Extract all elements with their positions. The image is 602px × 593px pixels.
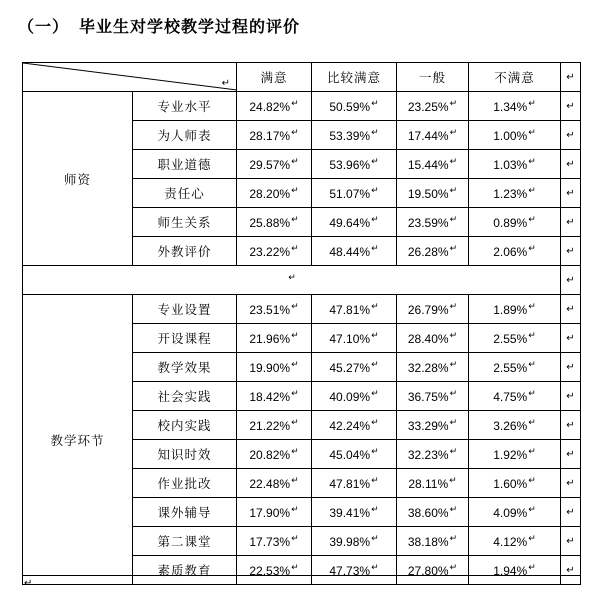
paragraph-mark: ↵: [528, 185, 536, 195]
paragraph-mark: ↵: [449, 301, 458, 311]
cell-value-text: 26.79%: [407, 303, 449, 317]
row-item-label: 专业水平: [133, 92, 237, 121]
cell-value: [312, 237, 397, 266]
paragraph-mark: ↵: [371, 98, 379, 108]
row-group-label: 教学环节: [23, 295, 133, 585]
cell-value-text: 4.75%: [493, 390, 528, 404]
row-item-label: 为人师表: [133, 121, 237, 150]
paragraph-mark: ↵: [449, 504, 458, 514]
paragraph-mark: ↵: [291, 562, 299, 572]
spacer-cell: [23, 266, 561, 295]
row-item-label: 社会实践: [133, 382, 237, 411]
paragraph-mark: ↵: [291, 475, 299, 485]
cell-value-text: 1.34%: [493, 100, 528, 114]
cell-value: [469, 440, 561, 469]
cell-value: [312, 382, 397, 411]
paragraph-mark: ↵: [371, 214, 379, 224]
cell-value-text: 23.51%: [249, 303, 291, 317]
cell-value-text: 1.23%: [493, 187, 528, 201]
cell-value-text: 42.24%: [329, 419, 371, 433]
cell-value: [237, 208, 312, 237]
paragraph-mark: ↵: [528, 243, 536, 253]
paragraph-mark: ↵: [371, 301, 379, 311]
cell-value-text: 38.60%: [407, 506, 449, 520]
cell-value: [312, 411, 397, 440]
cell-value: [237, 295, 312, 324]
paragraph-mark: ↵: [371, 359, 379, 369]
cell-value: [237, 92, 312, 121]
cell-value-text: 20.82%: [249, 448, 291, 462]
paragraph-mark: ↵: [371, 562, 379, 572]
row-mark: ↵: [561, 266, 581, 295]
paragraph-mark: ↵: [291, 156, 299, 166]
row-mark: ↵: [561, 150, 581, 179]
cell-value-text: 28.17%: [249, 129, 291, 143]
row-mark: ↵: [561, 411, 581, 440]
paragraph-mark: ↵: [291, 185, 299, 195]
cell-value: [312, 556, 397, 585]
row-item-label: 第二课堂: [133, 527, 237, 556]
cell-value-text: 47.81%: [329, 477, 371, 491]
cell-value-text: 39.41%: [329, 506, 371, 520]
cell-value: [237, 121, 312, 150]
row-mark: ↵: [561, 382, 581, 411]
cell-value-text: 4.12%: [493, 535, 528, 549]
paragraph-mark: ↵: [291, 533, 299, 543]
cell-value: [469, 92, 561, 121]
cell-value: [312, 324, 397, 353]
cell-value: [237, 353, 312, 382]
page-title: [18, 14, 300, 37]
cell-value: [397, 121, 469, 150]
paragraph-mark: ↵: [449, 98, 458, 108]
row-mark: ↵: [561, 498, 581, 527]
paragraph-mark: ↵: [371, 388, 379, 398]
cell-value-text: 28.11%: [408, 477, 449, 491]
table-header-row: [23, 63, 581, 92]
paragraph-mark: ↵: [291, 388, 299, 398]
cell-value: [237, 527, 312, 556]
cell-value-text: 2.55%: [493, 361, 528, 375]
paragraph-mark: ↵: [528, 98, 536, 108]
cell-value-text: 51.07%: [329, 187, 371, 201]
cell-value: [469, 237, 561, 266]
table-corner-cell: [23, 63, 237, 92]
cell-value-text: 39.98%: [329, 535, 371, 549]
cell-value-text: 50.59%: [329, 100, 371, 114]
cell-value-text: 17.90%: [249, 506, 291, 520]
paragraph-mark: ↵: [371, 243, 379, 253]
title-number: （一）: [18, 19, 70, 36]
cell-value-text: 49.64%: [329, 216, 371, 230]
cell-value: [469, 324, 561, 353]
cell-value: [312, 92, 397, 121]
cell-value: [237, 469, 312, 498]
row-mark: ↵: [561, 556, 581, 585]
cell-value: [237, 237, 312, 266]
cell-value-text: 22.53%: [249, 564, 291, 578]
row-group-label: 师资: [23, 92, 133, 266]
paragraph-mark: ↵: [449, 359, 458, 369]
cell-value: [237, 324, 312, 353]
cell-value-text: 19.50%: [407, 187, 449, 201]
cell-value: [312, 527, 397, 556]
row-item-label: 教学效果: [133, 353, 237, 382]
row-mark: ↵: [561, 353, 581, 382]
paragraph-mark: ↵: [371, 156, 379, 166]
cell-value: [397, 411, 469, 440]
cell-value: [397, 150, 469, 179]
row-item-label: 师生关系: [133, 208, 237, 237]
cell-value: [469, 150, 561, 179]
cell-value: [469, 353, 561, 382]
cell-value: [312, 121, 397, 150]
cell-value-text: 3.26%: [493, 419, 528, 433]
cell-value-text: 53.96%: [329, 158, 371, 172]
cell-value: [397, 498, 469, 527]
cell-value-text: 1.92%: [493, 448, 528, 462]
cell-value-text: 36.75%: [407, 390, 449, 404]
cell-value: [312, 295, 397, 324]
cell-value-text: 21.22%: [249, 419, 291, 433]
paragraph-mark: ↵: [528, 301, 536, 311]
paragraph-mark: ↵: [291, 243, 299, 253]
cell-value-text: 0.89%: [493, 216, 528, 230]
cell-value: [397, 237, 469, 266]
cell-value: [469, 498, 561, 527]
paragraph-mark: ↵: [291, 98, 299, 108]
cell-value-text: 38.18%: [407, 535, 449, 549]
column-header-1: 比较满意: [312, 63, 397, 92]
row-mark: ↵: [561, 179, 581, 208]
paragraph-mark: ↵: [449, 243, 458, 253]
paragraph-mark: ↵: [528, 504, 536, 514]
cell-value: [397, 382, 469, 411]
paragraph-mark: ↵: [291, 359, 299, 369]
paragraph-mark: ↵: [449, 562, 458, 572]
paragraph-mark: ↵: [449, 417, 458, 427]
cell-value-text: 33.29%: [407, 419, 449, 433]
row-mark: ↵: [561, 295, 581, 324]
cell-value: [397, 324, 469, 353]
cell-value-text: 25.88%: [249, 216, 291, 230]
evaluation-table: [22, 62, 581, 585]
cell-value: [469, 556, 561, 585]
row-item-label: 作业批改: [133, 469, 237, 498]
column-header-3: 不满意: [469, 63, 561, 92]
cell-value: [469, 179, 561, 208]
cell-value: [237, 411, 312, 440]
cell-value-text: 26.28%: [407, 245, 449, 259]
row-mark: ↵: [561, 237, 581, 266]
paragraph-mark: ↵: [449, 388, 458, 398]
paragraph-mark: ↵: [371, 330, 379, 340]
cell-value: [312, 440, 397, 469]
row-item-label: 校内实践: [133, 411, 237, 440]
table-row: [23, 92, 581, 121]
diagonal-divider-icon: [23, 63, 237, 91]
cell-value: [237, 150, 312, 179]
paragraph-mark: ↵: [371, 417, 379, 427]
paragraph-mark: ↵: [221, 78, 230, 89]
cell-value: [312, 469, 397, 498]
cell-value: [397, 556, 469, 585]
column-header-0: 满意: [237, 63, 312, 92]
cell-value-text: 1.94%: [493, 564, 528, 578]
cell-value: [312, 498, 397, 527]
cell-value-text: 47.10%: [329, 332, 371, 346]
paragraph-mark: ↵: [371, 475, 379, 485]
cell-value: [312, 150, 397, 179]
paragraph-mark: ↵: [288, 272, 296, 282]
cell-value-text: 23.59%: [407, 216, 449, 230]
paragraph-mark: ↵: [291, 214, 299, 224]
cell-value: [397, 92, 469, 121]
cell-value-text: 23.25%: [407, 100, 449, 114]
cell-value-text: 32.23%: [407, 448, 449, 462]
cell-value-text: 28.20%: [249, 187, 291, 201]
paragraph-mark: ↵: [528, 446, 536, 456]
cell-value-text: 15.44%: [407, 158, 449, 172]
paragraph-mark: ↵: [291, 330, 299, 340]
cell-value: [397, 208, 469, 237]
paragraph-mark: ↵: [449, 475, 457, 485]
paragraph-mark: ↵: [449, 446, 458, 456]
cell-value: [237, 498, 312, 527]
paragraph-mark: ↵: [291, 301, 299, 311]
cell-value-text: 45.04%: [329, 448, 371, 462]
cell-value-text: 45.27%: [329, 361, 371, 375]
cell-value-text: 2.55%: [493, 332, 528, 346]
title-text: 毕业生对学校教学过程的评价: [79, 19, 301, 36]
paragraph-mark: ↵: [291, 504, 299, 514]
paragraph-mark: ↵: [449, 214, 458, 224]
cell-value: [312, 353, 397, 382]
cell-value: [312, 208, 397, 237]
cell-value-text: 17.73%: [249, 535, 291, 549]
row-item-label: 开设课程: [133, 324, 237, 353]
cell-value-text: 47.73%: [329, 564, 371, 578]
row-item-label: 课外辅导: [133, 498, 237, 527]
cell-value-text: 1.03%: [493, 158, 528, 172]
paragraph-mark: ↵: [449, 127, 458, 137]
paragraph-mark: ↵: [291, 446, 299, 456]
cell-value: [469, 121, 561, 150]
paragraph-mark: ↵: [528, 475, 536, 485]
cell-value-text: 40.09%: [329, 390, 371, 404]
row-mark: ↵: [561, 208, 581, 237]
row-mark: ↵: [561, 324, 581, 353]
cell-value-text: 1.60%: [493, 477, 528, 491]
cell-value-text: 4.09%: [493, 506, 528, 520]
cell-value: [469, 382, 561, 411]
cell-value: [469, 208, 561, 237]
paragraph-mark: ↵: [528, 417, 536, 427]
row-item-label: 素质教育: [133, 556, 237, 585]
paragraph-mark: ↵: [528, 562, 536, 572]
cell-value: [312, 179, 397, 208]
paragraph-mark: ↵: [449, 156, 458, 166]
cell-value: [237, 179, 312, 208]
cell-value: [469, 469, 561, 498]
row-item-label: 外教评价: [133, 237, 237, 266]
row-mark: ↵: [561, 440, 581, 469]
row-mark: ↵: [561, 121, 581, 150]
paragraph-mark: ↵: [449, 185, 458, 195]
paragraph-mark: ↵: [528, 359, 536, 369]
cell-value-text: 18.42%: [249, 390, 291, 404]
table-bottom-rule: [22, 575, 580, 576]
paragraph-mark: ↵: [449, 330, 458, 340]
cell-value: [237, 556, 312, 585]
cell-value-text: 2.06%: [493, 245, 528, 259]
cell-value-text: 53.39%: [329, 129, 371, 143]
column-header-2: 一般: [397, 63, 469, 92]
paragraph-mark: ↵: [371, 446, 379, 456]
cell-value: [237, 382, 312, 411]
paragraph-mark: ↵: [291, 417, 299, 427]
row-mark: ↵: [561, 92, 581, 121]
table-spacer-row: [23, 266, 581, 295]
row-item-label: 职业道德: [133, 150, 237, 179]
paragraph-mark: ↵: [528, 156, 536, 166]
paragraph-mark: ↵: [371, 533, 379, 543]
paragraph-mark: ↵: [528, 388, 536, 398]
paragraph-mark: ↵: [291, 127, 299, 137]
cell-value: [397, 527, 469, 556]
row-item-label: 专业设置: [133, 295, 237, 324]
cell-value-text: 1.89%: [493, 303, 528, 317]
cell-value: [469, 295, 561, 324]
paragraph-mark: ↵: [528, 330, 536, 340]
cell-value: [397, 295, 469, 324]
row-item-label: 责任心: [133, 179, 237, 208]
row-mark: ↵: [561, 63, 581, 92]
row-mark: ↵: [561, 469, 581, 498]
cell-value-text: 32.28%: [407, 361, 449, 375]
cell-value-text: 47.81%: [329, 303, 371, 317]
cell-value: [397, 179, 469, 208]
row-item-label: 知识时效: [133, 440, 237, 469]
paragraph-mark: ↵: [528, 214, 536, 224]
cell-value-text: 48.44%: [329, 245, 371, 259]
cell-value-text: 28.40%: [407, 332, 449, 346]
paragraph-mark: ↵: [371, 185, 379, 195]
paragraph-mark: ↵: [371, 504, 379, 514]
row-mark: ↵: [561, 527, 581, 556]
cell-value-text: 23.22%: [249, 245, 291, 259]
cell-value-text: 1.00%: [493, 129, 528, 143]
cell-value: [469, 411, 561, 440]
document-end-mark: ↵: [24, 578, 33, 589]
paragraph-mark: ↵: [528, 533, 536, 543]
cell-value: [237, 440, 312, 469]
cell-value-text: 29.57%: [249, 158, 291, 172]
cell-value: [397, 469, 469, 498]
cell-value-text: 21.96%: [249, 332, 291, 346]
cell-value-text: 17.44%: [407, 129, 449, 143]
cell-value-text: 19.90%: [249, 361, 291, 375]
cell-value-text: 27.80%: [407, 564, 449, 578]
cell-value: [397, 353, 469, 382]
paragraph-mark: ↵: [528, 127, 536, 137]
cell-value: [469, 527, 561, 556]
paragraph-mark: ↵: [371, 127, 379, 137]
cell-value-text: 22.48%: [249, 477, 291, 491]
paragraph-mark: ↵: [449, 533, 458, 543]
cell-value: [397, 440, 469, 469]
cell-value-text: 24.82%: [249, 100, 291, 114]
table-row: [23, 295, 581, 324]
